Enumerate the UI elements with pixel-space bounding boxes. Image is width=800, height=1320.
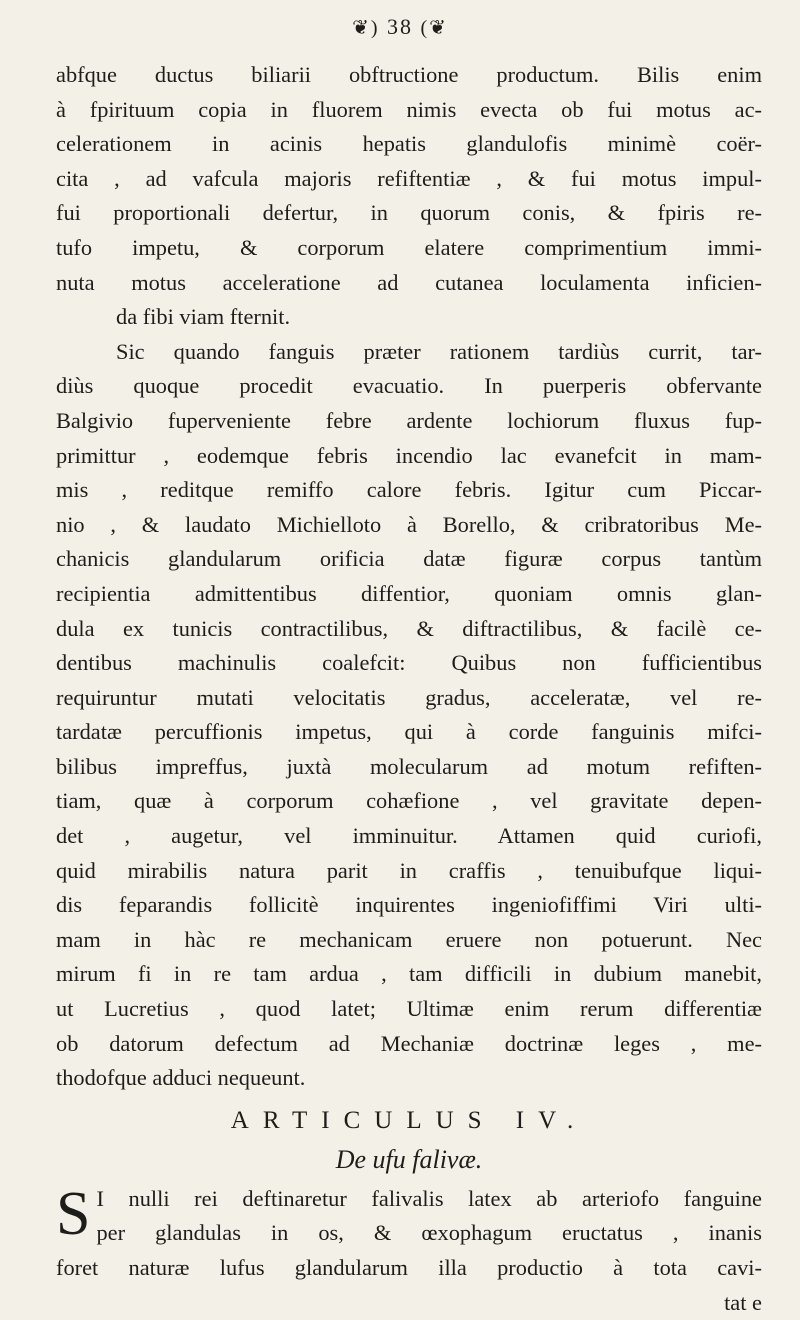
- text-line: à fpirituum copia in fluorem nimis evecta ob fui motus ac-: [56, 96, 762, 122]
- text-line: da fibi viam fternit.: [116, 304, 291, 330]
- text-line: mis , reditque remiffo calore febris. Igitur cum Piccar-: [56, 477, 762, 503]
- text-line: cita , ad vafcula majoris refiftentiæ , & fui motus impul-: [56, 165, 762, 191]
- text-line: nuta motus acceleratione ad cutanea loculamenta inficien-: [56, 269, 762, 295]
- text-line: recipientia admittentibus diffentior, quoniam omnis glan-: [56, 580, 762, 606]
- text-line: tardatæ percuffionis impetus, qui à corde fanguinis mifci-: [56, 719, 762, 745]
- paragraph-2: [56, 335, 762, 1096]
- text-line: thodofque adduci nequeunt.: [56, 1065, 306, 1091]
- section-subheading: De ufu falivæ.: [335, 1144, 483, 1174]
- text-line: I nulli rei deftinaretur falivalis latex ab arteriofo fanguine: [96, 1185, 762, 1211]
- body-text: [56, 58, 762, 1320]
- text-line: mirum fi in re tam ardua , tam difficili in dubium manebit,: [56, 961, 762, 987]
- text-line: requiruntur mutati velocitatis gradus, acceleratæ, vel re-: [56, 684, 762, 710]
- page-number: 38: [387, 14, 413, 39]
- text-line: chanicis glandularum orificia datæ figuræ corpus tantùm: [56, 546, 762, 572]
- text-line: Sic quando fanguis præter rationem tardiùs currit, tar-: [116, 338, 762, 364]
- paragraph-1: [56, 58, 762, 335]
- text-line: det , augetur, vel imminuitur. Attamen quid curiofi,: [56, 823, 762, 849]
- section-heading: ARTICULUS IV.: [230, 1106, 588, 1134]
- text-line: primittur , eodemque febris incendio lac evanefcit in mam-: [56, 442, 762, 468]
- text-line: mam in hàc re mechanicam eruere non potuerunt. Nec: [56, 926, 762, 952]
- text-line: per glandulas in os, & œxophagum eructatus , inanis: [96, 1220, 762, 1246]
- text-line: dis feparandis follicitè inquirentes ingeniofiffimi Viri ulti-: [56, 892, 762, 918]
- text-line: dula ex tunicis contractilibus, & diftractilibus, & facilè ce-: [56, 615, 762, 641]
- text-line: tufo impetu, & corporum elatere comprimentium immi-: [56, 234, 762, 260]
- paragraph-3: [56, 1182, 762, 1251]
- text-line: diùs quoque procedit evacuatio. In puerperis obfervante: [56, 373, 762, 399]
- catchword: tat e: [724, 1289, 762, 1315]
- ornament-right-icon: (❦: [420, 17, 448, 39]
- text-line: dentibus machinulis coalefcit: Quibus non fufficientibus: [56, 650, 762, 676]
- text-line: tiam, quæ à corporum cohæfione , vel gravitate depen-: [56, 788, 762, 814]
- text-line: ob datorum defectum ad Mechaniæ doctrinæ leges , me-: [56, 1030, 762, 1056]
- text-line: bilibus impreffus, juxtà molecularum ad motum refiften-: [56, 753, 762, 779]
- text-line: abfque ductus biliarii obftructione productum. Bilis enim: [56, 62, 762, 87]
- text-line: Balgivio fuperveniente febre ardente lochiorum fluxus fup-: [56, 407, 762, 433]
- text-line: foret naturæ lufus glandularum illa productio à tota cavi-: [56, 1255, 762, 1280]
- text-line: quid mirabilis natura parit in craffis , tenuibufque liqui-: [56, 857, 762, 883]
- text-line: ut Lucretius , quod latet; Ultimæ enim rerum differentiæ: [56, 996, 762, 1022]
- drop-cap: S: [56, 1181, 91, 1248]
- running-header: [0, 14, 800, 40]
- ornament-left-icon: ❦): [352, 17, 380, 39]
- text-line: nio , & laudato Michielloto à Borello, & cribratoribus Me-: [56, 511, 762, 537]
- text-line: celerationem in acinis hepatis glandulofis minimè coër-: [56, 131, 762, 157]
- text-line: fui proportionali defertur, in quorum conis, & fpiris re-: [56, 200, 762, 226]
